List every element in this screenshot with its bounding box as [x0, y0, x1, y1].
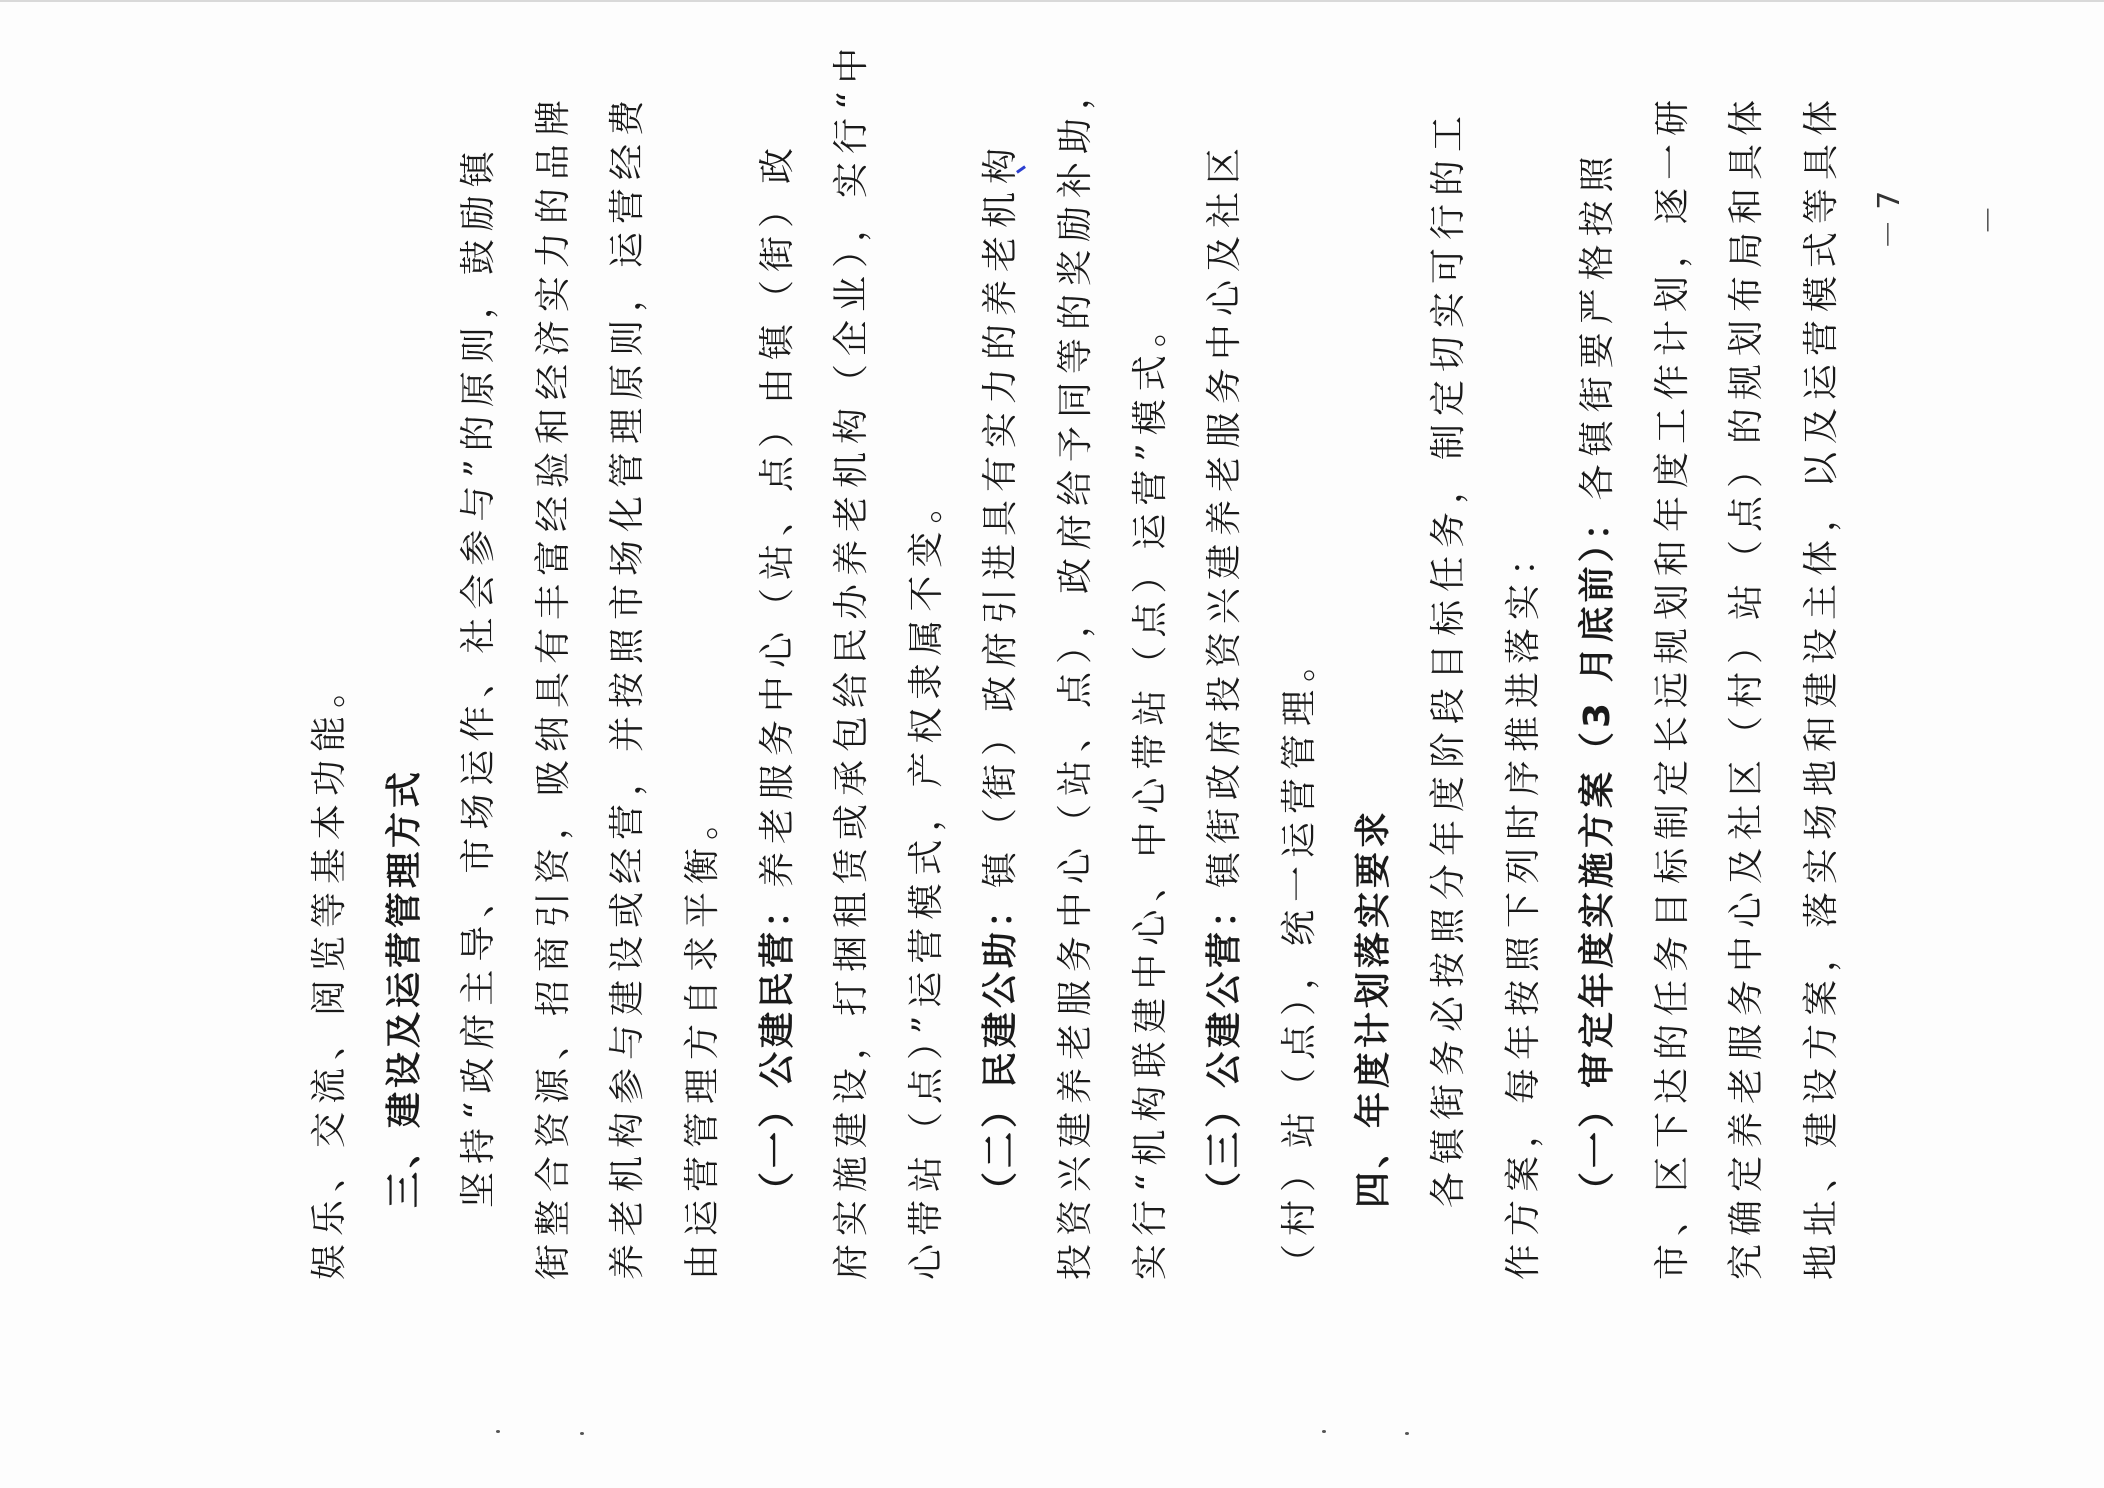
- body-text-line: 街整合资源、招商引资，吸纳具有丰富经验和经济实力的品牌: [532, 91, 574, 1280]
- section-heading: 四、年度计划落实要求: [1353, 807, 1395, 1208]
- subsection-title: （三）公建公营：: [1204, 887, 1246, 1208]
- body-text-line: 心带站（点）”运营模式，产权隶属不变。: [905, 479, 947, 1280]
- body-text-line: 由运营管理方自求平衡。: [682, 795, 723, 1280]
- subsection-title: （二）民建公助：: [980, 887, 1022, 1208]
- subsection-title: （一）审定年度实施方案（3 月底前）：: [1577, 500, 1619, 1208]
- body-text-line: 坚持“政府主导、市场运作、社会参与”的原则，鼓励镇: [458, 143, 500, 1208]
- subsection-line: [1568, 150, 1628, 1280]
- subsection-line: [748, 139, 808, 1280]
- document-body: [290, 39, 1850, 1280]
- subsection-text: 镇（街）政府引进具有实力的养老机构: [980, 139, 1022, 888]
- scan-speck: [496, 1430, 500, 1433]
- subsection-text: 镇街政府投资兴建养老服务中心及社区: [1204, 139, 1246, 888]
- subsection-text: 各镇街要严格按照: [1577, 148, 1619, 501]
- body-text-line: 作方案，每年按照下列时序推进落实：: [1502, 531, 1544, 1280]
- body-text-line: 养老机构参与建设或经营，并按照市场化管理原则，运营经费: [607, 91, 649, 1280]
- scan-speck: [1322, 1430, 1326, 1433]
- subsection-text: 养老服务中心（站、点）由镇（街）政: [756, 139, 798, 888]
- body-text-line: 各镇街务必按照分年度阶段目标任务，制定切实可行的工: [1428, 107, 1469, 1208]
- scan-speck: [580, 1432, 584, 1435]
- subsection-line: [971, 139, 1031, 1280]
- body-text-line: 究确定养老服务中心及社区（村）站（点）的规划布局和具体: [1726, 91, 1768, 1280]
- section-heading: 三、建设及运营管理方式: [383, 767, 425, 1208]
- scan-top-edge: [0, 0, 2104, 2]
- body-text-line: （村）站（点），统一运营管理。: [1278, 637, 1320, 1280]
- body-text-line: 府实施建设，打捆租赁或承包给民办养老机构（企业），实行“中: [831, 39, 873, 1280]
- scan-speck: [1405, 1432, 1409, 1435]
- page-number: － 7 －: [1872, 190, 2007, 250]
- body-text-line: 投资兴建养老服务中心（站、点），政府给予同等的奖励补助，: [1055, 65, 1096, 1280]
- subsection-title: （一）公建民营：: [756, 887, 798, 1208]
- body-text-line: 娱乐、交流、阅览等基本功能。: [309, 663, 350, 1280]
- body-text-line: 实行“机构联建中心、中心带站（点）运营”模式。: [1129, 303, 1171, 1280]
- subsection-line: [1195, 139, 1255, 1280]
- body-text-line: 地址、建设方案，落实场地和建设主体，以及运营模式等具体: [1801, 91, 1842, 1280]
- body-text-line: 市、区下达的任务目标制定长远规划和年度工作计划，逐一研: [1651, 91, 1693, 1280]
